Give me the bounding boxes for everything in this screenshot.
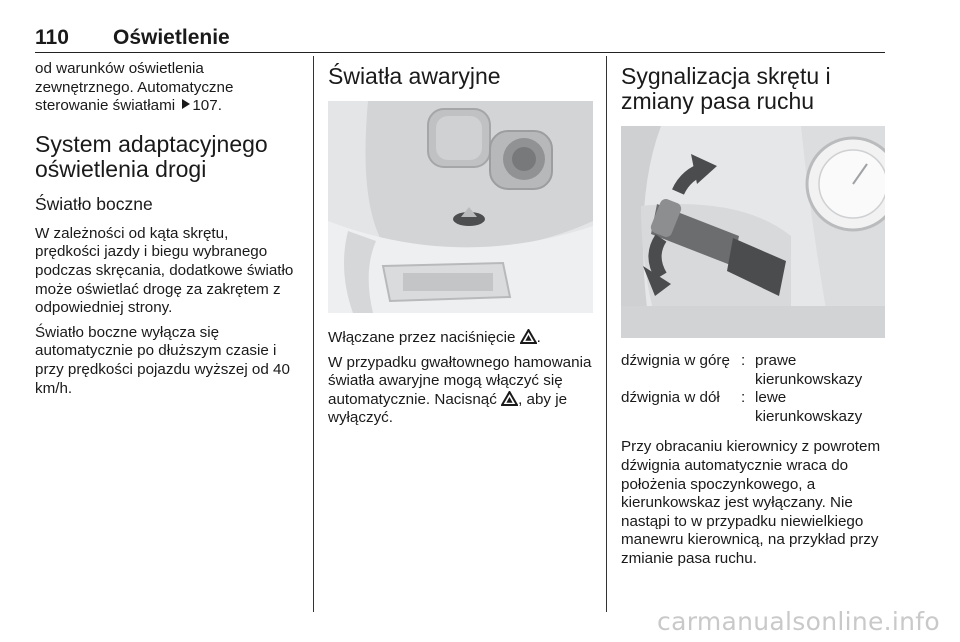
section-title: System adaptacyjnego oświetlenia drogi <box>35 130 268 182</box>
turn-signal-section-title: Sygnalizacja skrętu i zmiany pasa ruchu <box>621 63 831 114</box>
turn-signal-lever-illustration <box>621 126 885 338</box>
column-middle <box>328 60 593 434</box>
cross-reference-page[interactable]: 107. <box>192 97 222 115</box>
subsection-title: Światło boczne <box>35 193 153 214</box>
page-number: 110 <box>35 26 69 49</box>
table-row <box>621 389 887 426</box>
turn-signal-paragraph: Przy obracaniu kierownicy z powrotem dźwignia automatycznie wraca do położenia spoczynkowego, a kierunkowskaz jest wyłączany. Nie nastąpi to w przypadku niewielkiego manewru kierownicą, na przykład przy zmianie pasa ruchu. <box>621 438 881 567</box>
row-value: prawe kierunkowskazy <box>755 352 863 388</box>
page-title: Oświetlenie <box>113 26 230 49</box>
hazard-auto-paragraph <box>328 354 593 428</box>
hazard-caption <box>328 329 593 348</box>
table-row <box>621 352 887 389</box>
row-key: dźwignia w dół <box>621 389 720 407</box>
hazard-auto-text: W przypadku gwałtownego hamowania światła awaryjne mogą włączyć się automatycznie. Nacisnąć <box>328 353 592 408</box>
watermark: carmanualsonline.info <box>657 607 940 636</box>
intro-paragraph <box>35 60 297 116</box>
caption-end: . <box>536 329 541 346</box>
paragraph-cornering-off: Światło boczne wyłącza się automatycznie po dłuższym czasie i przy prędkości pojazdu wyższej od 40 km/h. <box>35 323 290 397</box>
hazard-warning-triangle-icon <box>520 329 537 344</box>
hazard-warning-triangle-icon <box>501 391 518 406</box>
indicator-lever-drawing <box>621 126 885 338</box>
row-key: dźwignia w górę <box>621 352 730 369</box>
column-divider-1 <box>313 56 314 612</box>
paragraph-cornering-light: W zależności od kąta skrętu, prędkości jazdy i biegu wybranego podczas skręcania, dodatkowe światło może oświetlać drogę za zakrętem z odpowiedniej strony. <box>35 224 294 317</box>
hazard-switch-illustration <box>328 101 593 313</box>
overhead-console-drawing <box>328 101 593 313</box>
lever-positions-table <box>621 352 887 426</box>
column-divider-2 <box>606 56 607 612</box>
hazard-auto-end: , aby je wyłączyć. <box>328 390 568 427</box>
row-value: lewe kierunkowskazy <box>755 389 863 425</box>
cross-reference-arrow-icon[interactable] <box>182 99 190 109</box>
hazard-section-title: Światła awaryjne <box>328 63 501 89</box>
column-right <box>621 60 887 575</box>
row-separator: : <box>741 352 746 369</box>
intro-text: od warunków oświetlenia zewnętrznego. Automatyczne sterowanie światłami <box>35 60 234 115</box>
caption-text: Włączane przez naciśnięcie <box>328 329 516 346</box>
page-header <box>35 22 885 53</box>
row-separator: : <box>741 389 746 407</box>
column-left <box>35 60 297 404</box>
